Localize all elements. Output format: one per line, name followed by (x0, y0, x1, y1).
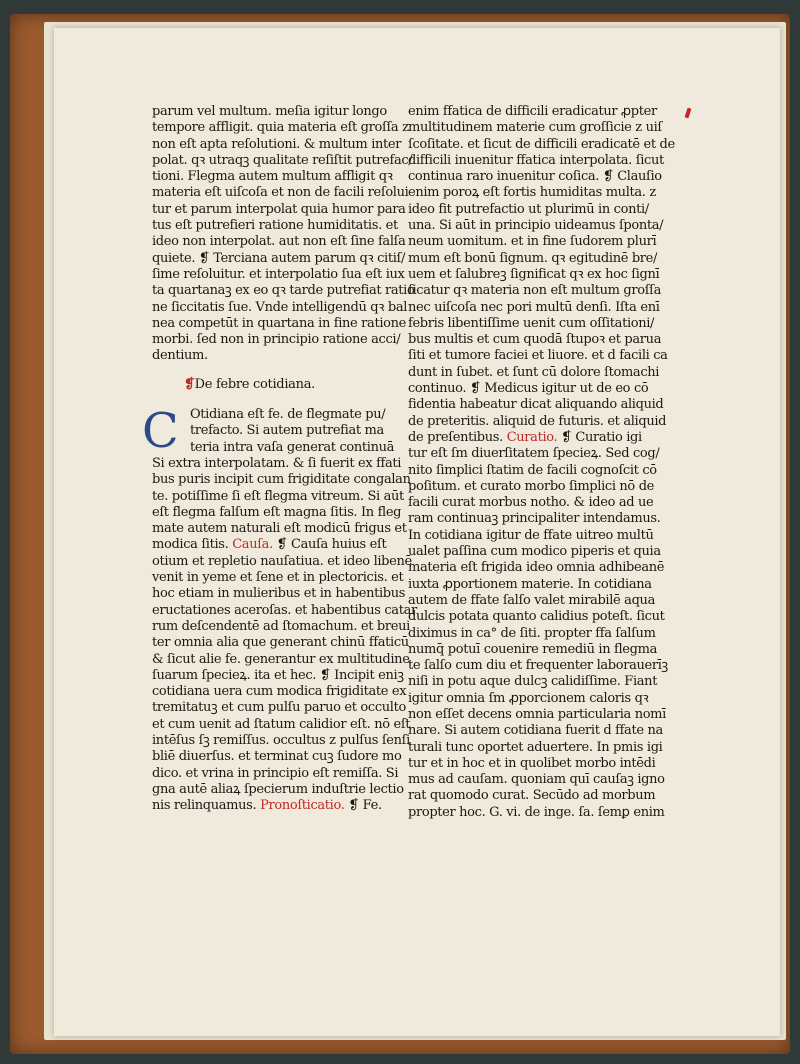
left-text-block-c (152, 553, 417, 798)
causa-line (152, 537, 390, 553)
text-line: poſitum. et curato morbo ſimplici nō de (408, 478, 655, 494)
text-line: febris libentiſſime uenit cum oſſitationi/ (408, 315, 655, 331)
text-line: rum deſcendentē ad ſtomachum. et breui (152, 618, 410, 634)
text-line: bus puris incipit cum frigiditate congalan (152, 472, 411, 488)
text-line: propter hoc. G. vi. de inge. ſa. ſemꝑ enim (408, 804, 665, 820)
curatio-line (408, 430, 646, 446)
left-text-block-b (152, 455, 411, 537)
text-line: tremitatuꝫ et cum pulſu paruo et occulto (152, 700, 406, 716)
curatio-line-end: ❡ Curatio igi (561, 429, 642, 445)
text-line: otium et repletio nauſatiua. et ideo libenē (152, 553, 412, 569)
text-line: non eſſet decens omnia particularia nomī (408, 706, 666, 722)
text-line: cotidiana uera cum modica frigiditate ex (152, 684, 407, 700)
text-line: dulcis potata quanto calidius poteſt. ſicut (408, 609, 665, 625)
text-line: polat. qꝛ utraqꝫ qualitate reſiſtit putrefac/ (152, 152, 413, 168)
text-line: Si extra interpolatam. & ſi fuerit ex ffati (152, 455, 402, 471)
drop-cap-block (142, 403, 395, 460)
text-line: Otidiana eſt fe. de flegmate pu/ (190, 407, 386, 423)
text-line: turali tunc oportet aduertere. In pmis igi (408, 739, 663, 755)
text-line: igitur omnia ſm ꝓporcionem caloris qꝛ (408, 690, 649, 706)
text-line: eructationes aceroſas. et habentibus catar (152, 602, 417, 618)
text-line: te. potiſſime ſi eſt flegma vitreum. Si aūt (152, 488, 404, 504)
text-line: dentium. (152, 348, 208, 364)
pronosticatio-line (152, 798, 390, 814)
left-text-block-a (152, 104, 415, 365)
text-line: teria intra vaſa generat continuā (190, 439, 395, 455)
text-line: tempore affligit. quia materia eſt groſſa z (152, 120, 409, 136)
text-line: materia eſt uiſcoſa et non de facili reſolui (152, 185, 409, 201)
text-line: uem et ſalubreꝫ ſignificat qꝛ ex hoc ſignī (408, 266, 660, 282)
right-text-block-a (408, 104, 675, 430)
text-line: rat quomodo curat. Secūdo ad morbum (408, 788, 656, 804)
text-line: ſiti et tumore faciei et liuore. et d facili ca (408, 348, 668, 364)
text-line: ſuarum ſpecieꝝ. ita et hec. ❡ Incipit eniꝫ (152, 667, 404, 683)
text-line: niſi in potu aque dulcꝫ calidiſſime. Fiant (408, 674, 658, 690)
red-ink-mark (685, 108, 692, 119)
text-line: tur et parum interpolat quia humor para (152, 201, 406, 217)
text-line: intēſus ſꝫ remiſſus. occultus z pulſus ſenſi (152, 732, 410, 748)
text-line: nec uiſcoſa nec pori multū denſi. Iſta enī (408, 299, 660, 315)
text-line: enim poroꝝ eſt fortis humiditas multa. z (408, 185, 656, 201)
text-line: et cum uenit ad ſtatum calidior eſt. nō eſt (152, 716, 411, 732)
text-line: bus multis et cum quodā ſtupoꝛ et parua (408, 332, 662, 348)
text-line: bliē diuerſus. et terminat cuꝫ ſudore mo (152, 749, 402, 765)
text-line: dunt in ſubet. et ſunt cū dolore ſtomachi (408, 364, 660, 380)
text-line: ſime reſoluitur. et interpolatio ſua eſt iux (152, 266, 405, 282)
pilcrow-mark: ❡ (184, 376, 195, 392)
text-line: neum uomitum. et in fine ſudorem plurī (408, 234, 657, 250)
text-line: venit in yeme et ſene et in plectoricis. et (152, 570, 404, 586)
heading-text: De febre cotidiana. (194, 376, 315, 392)
text-line: ne ſiccitatis ſue. Vnde intelligendū qꝛ bal (152, 299, 408, 315)
text-line: autem de ffate ſalſo valet mirabilē aqua (408, 592, 655, 608)
text-line: ficatur qꝛ materia non eſt multum groſſa (408, 283, 662, 299)
text-line: diximus in ca° de ſiti. propter ffa ſalſum (408, 625, 656, 641)
text-line: quiete. ❡ Terciana autem parum qꝛ citiſ/ (152, 250, 406, 266)
text-line: ter omnia alia que generant chinū ffaticū (152, 635, 409, 651)
left-indented-lines (152, 407, 395, 456)
drop-cap-letter: C (142, 403, 179, 460)
last-line-start: nis relinquamus. (152, 798, 257, 814)
left-column (142, 104, 417, 814)
text-line: tus eſt putrefieri ratione humiditatis. et (152, 218, 398, 234)
text-line: nare. Si autem cotidiana fuerit d ffate na (408, 723, 663, 739)
text-line: ram continuaꝫ principaliter intendamus. (408, 511, 661, 527)
text-line: te ſalſo cum diu et frequenter laborauerīꝫ (408, 658, 668, 674)
text-line: tioni. Flegma autem multum affligit qꝛ (152, 169, 393, 185)
text-line: eſt flegma falſum eſt magna ſitis. In fleg (152, 504, 402, 520)
text-line: tur eſt ſm diuerſitatem ſpecieꝝ. Sed cog/ (408, 446, 660, 462)
right-column (408, 104, 675, 821)
text-line: & ſicut alie fe. generantur ex multitudine (152, 651, 410, 667)
text-line: trefacto. Si autem putrefiat ma (190, 423, 384, 439)
text-line: ualet paſſina cum modico piperis et quia (408, 544, 661, 560)
text-line: numq̄ potuī couenire remediū in flegma (408, 641, 657, 657)
text-line: parum vel multum. meſia igitur longo (152, 104, 387, 119)
text-line: una. Si aūt in principio uideamus ſponta/ (408, 218, 664, 234)
text-line: ſcoſitate. et ſicut de difficili eradicatē et de (408, 136, 675, 152)
text-line: difficili inuenitur ffatica interpolata. ſicut (408, 152, 664, 168)
right-text-block-b (408, 446, 668, 821)
text-line: materia eſt frigida ideo omnia adhibeanē (408, 560, 665, 576)
text-line: morbi. ſed non in principio ratione acci/ (152, 332, 401, 348)
text-line: In cotidiana igitur de ffate uitreo multū (408, 527, 654, 543)
rubric-curatio: Curatio. (506, 429, 558, 445)
text-line: mate autem naturali eſt modicū frigus et (152, 521, 407, 537)
rubric-causa: Cauſa. (232, 537, 273, 553)
text-line: tur et in hoc et in quolibet morbo intēdi (408, 755, 656, 771)
text-line: gna autē aliaꝝ ſpecierum induſtrie lectio (152, 781, 404, 797)
text-line: nea competūt in quartana in fine ratione (152, 315, 406, 331)
text-line: nito ſimplici ſtatim de facili cognoſcit cō (408, 462, 657, 478)
rubric-pronosticatio: Pronoſticatio. (260, 798, 345, 814)
text-line: facili curat morbus notho. & ideo ad ue (408, 495, 654, 511)
text-line: mus ad cauſam. quoniam quī cauſaꝫ igno (408, 772, 665, 788)
last-line-end: ❡ Fe. (348, 798, 382, 814)
section-heading (184, 377, 390, 393)
text-line: continua raro inuenitur coſica. ❡ Clauſio (408, 169, 662, 185)
text-line: non eſt apta reſolutioni. & multum inter (152, 136, 402, 152)
text-line: enim ffatica de difficili eradicatur ꝓpter (408, 104, 657, 119)
text-line: hoc etiam in mulieribus et in habentibus (152, 586, 406, 602)
text-line: ta quartanaꝫ ex eo qꝛ tarde putrefiat ratio (152, 283, 415, 299)
curatio-line-start: de preſentibus. (408, 429, 503, 445)
text-line: mum eſt bonū ſignum. qꝛ egitudinē bre/ (408, 250, 658, 266)
text-line: de preteritis. aliquid de futuris. et aliquid (408, 413, 667, 429)
text-line: multitudinem materie cum groſſicie z uiſ (408, 120, 662, 136)
text-line: dico. et vrina in principio eſt remiſſa. Si (152, 765, 399, 781)
causa-line-end: ❡ Cauſa huius eſt (276, 537, 387, 553)
text-line: fidentia habeatur dicat aliquando aliquid (408, 397, 664, 413)
text-line: continuo. ❡ Medicus igitur ut de eo cō (408, 381, 649, 397)
causa-line-start: modica ſitis. (152, 537, 229, 553)
text-line: ideo fit putrefactio ut plurimū in conti/ (408, 201, 649, 217)
text-line: ideo non interpolat. aut non eſt ſine falſa (152, 234, 406, 250)
text-line: iuxta ꝓportionem materie. In cotidiana (408, 576, 652, 592)
